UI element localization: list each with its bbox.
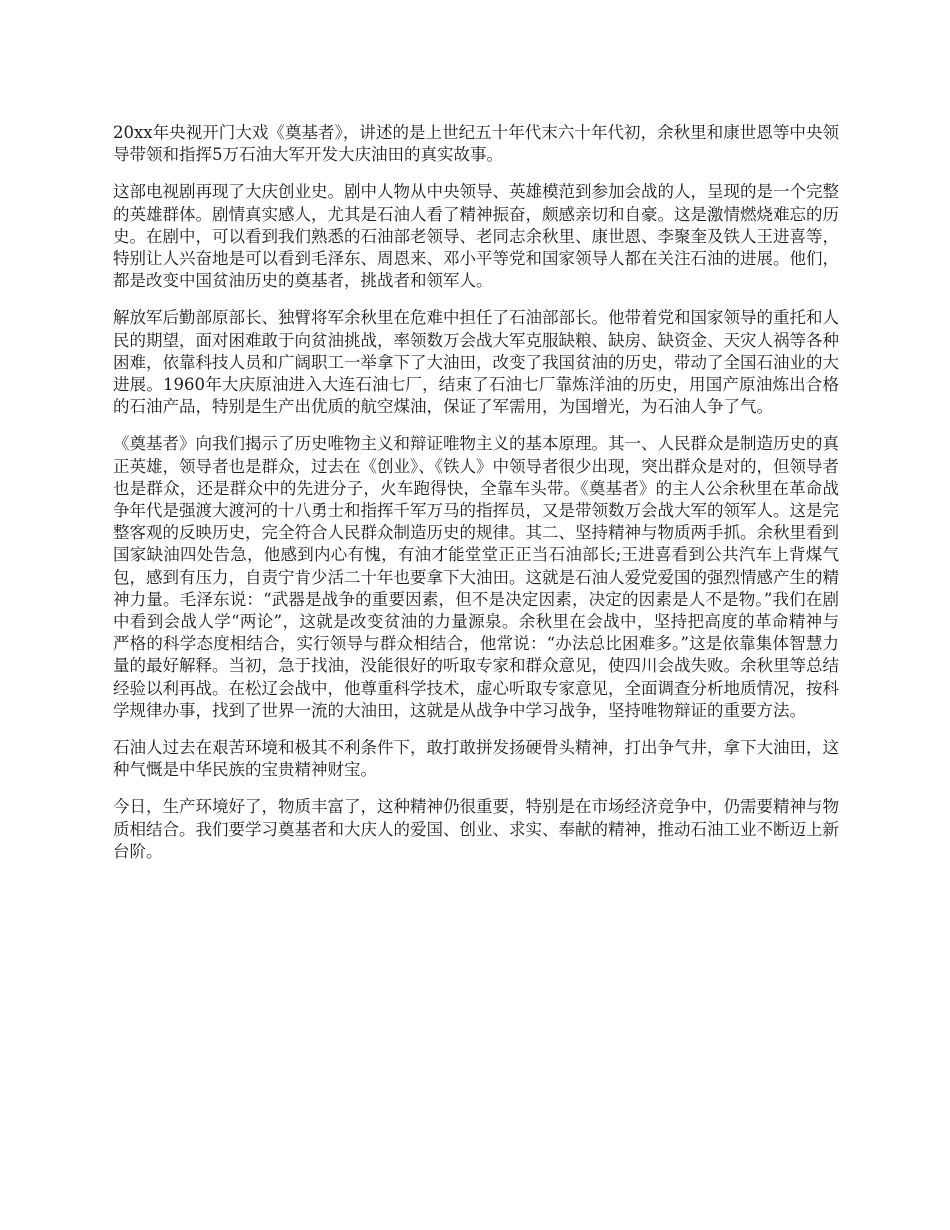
document-body [113, 122, 839, 878]
paragraph-drama-history: 这部电视剧再现了大庆创业史。剧中人物从中央领导、英雄模范到参加会战的人，呈现的是一个完整的英雄群体。剧情真实感人，尤其是石油人看了精神振奋，颇感亲切和自豪。这是激情燃烧难忘的历史。在剧中，可以看到我们熟悉的石油部老领导、老同志余秋里、康世恩、李聚奎及铁人王进喜等，特别让人兴奋地是可以看到毛泽东、周恩来、邓小平等党和国家领导人都在关注石油的进展。他们，都是改变中国贫油历史的奠基者，挑战者和领军人。 [113, 182, 839, 291]
paragraph-yu-qiuli: 解放军后勤部原部长、独臂将军余秋里在危难中担任了石油部部长。他带着党和国家领导的重托和人民的期望，面对困难敢于向贫油挑战，率领数万会战大军克服缺粮、缺房、缺资金、天灾人祸等各种困难，依靠科技人员和广阔职工一举拿下了大油田，改变了我国贫油的历史，带动了全国石油业的大进展。1960年大庆原油进入大连石油七厂，结束了石油七厂靠炼洋油的历史，用国产原油炼出合格的石油产品，特别是生产出优质的航空煤油，保证了军需用，为国增光，为石油人争了气。 [113, 308, 839, 417]
paragraph-spirit: 石油人过去在艰苦环境和极其不利条件下，敢打敢拼发扬硬骨头精神，打出争气井，拿下大油田，这种气慨是中华民族的宝贵精神财宝。 [113, 738, 839, 780]
paragraph-principles: 《奠基者》向我们揭示了历史唯物主义和辩证唯物主义的基本原理。其一、人民群众是制造历史的真正英雄，领导者也是群众，过去在《创业》、《铁人》中领导者很少出现，突出群众是对的，但领导者也是群众，还是群众中的先进分子，火车跑得快，全靠车头带。《奠基者》的主人公余秋里在革命战争年代是强渡大渡河的十八勇士和指挥千军万马的指挥员，又是带领数万会战大军的领军人。这是完整客观的反映历史，完全符合人民群众制造历史的规律。其二、坚持精神与物质两手抓。余秋里看到国家缺油四处告急，他感到内心有愧，有油才能堂堂正正当石油部长;王进喜看到公共汽车上背煤气包，感到有压力，自责宁肯少活二十年也要拿下大油田。这就是石油人爱党爱国的强烈情感产生的精神力量。毛泽东说：“武器是战争的重要因素，但不是决定因素，决定的因素是人不是物。”我们在剧中看到会战人学“两论”，这就是改变贫油的力量源泉。余秋里在会战中，坚持把高度的革命精神与严格的科学态度相结合，实行领导与群众相结合，他常说：“办法总比困难多。”这是依靠集体智慧力量的最好解释。当初，急于找油，没能很好的听取专家和群众意见，使四川会战失败。余秋里等总结经验以利再战。在松辽会战中，他尊重科学技术，虚心听取专家意见，全面调查分析地质情况，按科学规律办事，找到了世界一流的大油田，这就是从战争中学习战争，坚持唯物辩证的重要方法。 [113, 434, 839, 720]
paragraph-today: 今日，生产环境好了，物质丰富了，这种精神仍很重要，特别是在市场经济竞争中，仍需要精神与物质相结合。我们要学习奠基者和大庆人的爱国、创业、求实、奉献的精神，推动石油工业不断迈上新台阶。 [113, 797, 839, 861]
paragraph-intro: 20xx年央视开门大戏《奠基者》，讲述的是上世纪五十年代末六十年代初，余秋里和康世恩等中央领导带领和指挥5万石油大军开发大庆油田的真实故事。 [113, 123, 839, 165]
